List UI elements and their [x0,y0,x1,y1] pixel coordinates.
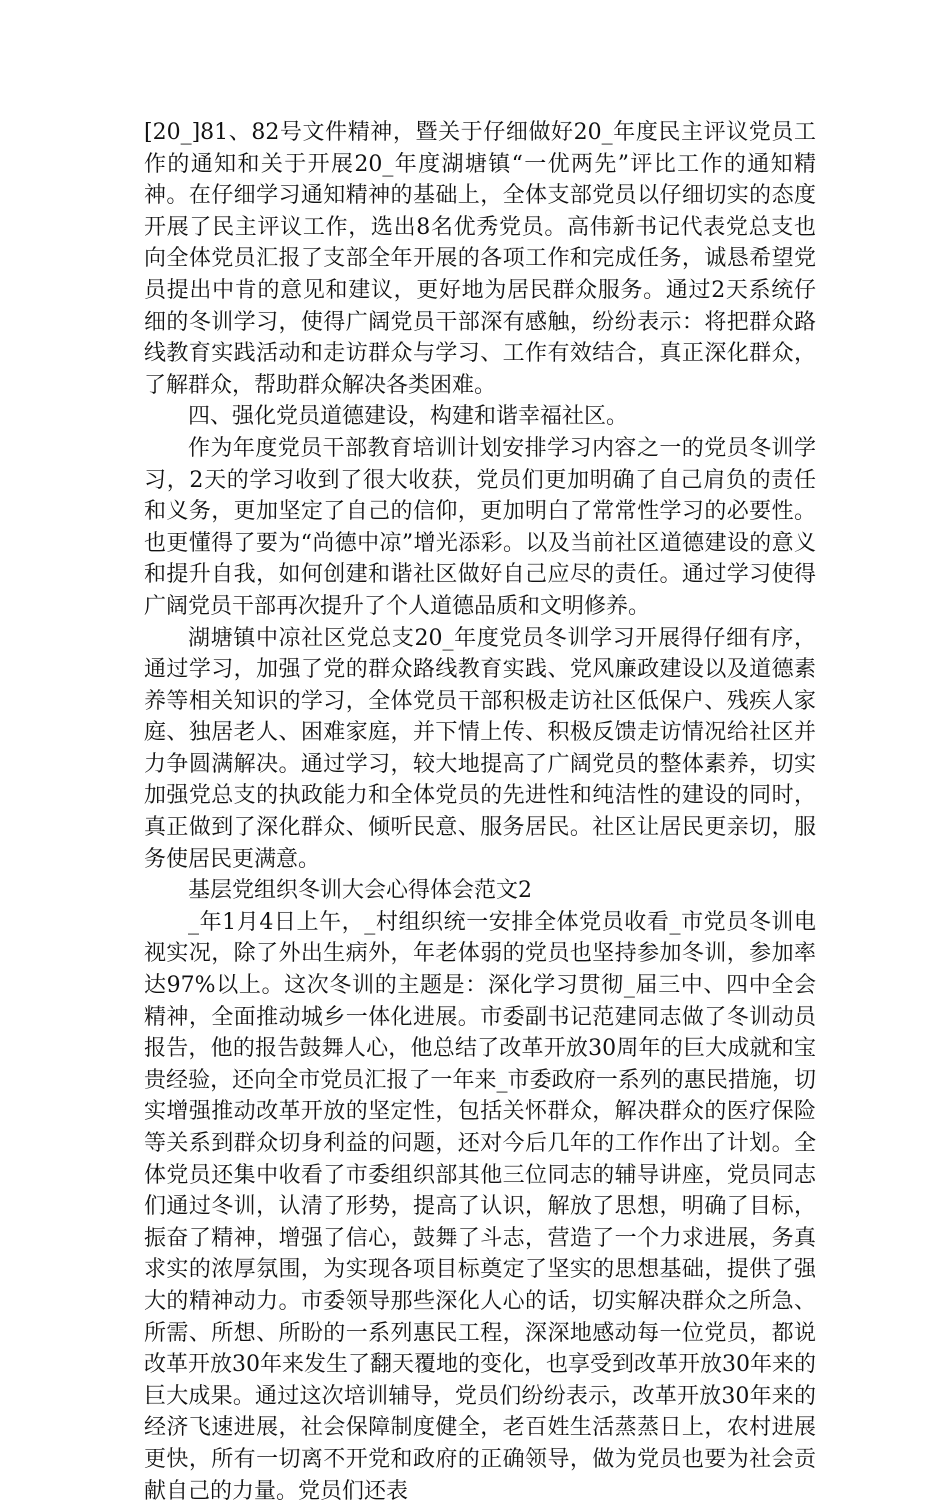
paragraph-continuation: [20_]81、82号文件精神，暨关于仔细做好20_年度民主评议党员工作的通知和关于开展20_年度湖塘镇“一优两先”评比工作的通知精神。在仔细学习通知精神的基础上，全体支部党员以仔细切实的态度开展了民主评议工作，选出8名优秀党员。高伟新书记代表党总支也向全体党员汇报了支部全年开展的各项工作和完成任务，诚恳希望党员提出中肯的意见和建议，更好地为居民群众服务。通过2天系统仔细的冬训学习，使得广阔党员干部深有感触，纷纷表示：将把群众路线教育实践活动和走访群众与学习、工作有效结合，真正深化群众，了解群众，帮助群众解决各类困难。 [144,120,816,398]
document-body [144,117,816,1507]
section-heading-four: 四、强化党员道德建设，构建和谐幸福社区。 [188,404,629,430]
essay-title-2: 基层党组织冬训大会心得体会范文2 [188,878,532,904]
paragraph-winter-training-study: 作为年度党员干部教育培训计划安排学习内容之一的党员冬训学习，2天的学习收到了很大收获，党员们更加明确了自己肩负的责任和义务，更加坚定了自己的信仰，更加明白了常常性学习的必要性。也更懂得了要为“尚德中凉”增光添彩。以及当前社区道德建设的意义和提升自我，如何创建和谐社区做好自己应尽的责任。通过学习使得广阔党员干部再次提升了个人道德品质和文明修养。 [144,435,816,619]
paragraph-village-winter-training: _年1月4日上午，_村组织统一安排全体党员收看_市党员冬训电视实况，除了外出生病外，年老体弱的党员也坚持参加冬训，参加率达97%以上。这次冬训的主题是：深化学习贯彻_届三中、四中全会精神，全面推动城乡一体化进展。市委副书记范建同志做了冬训动员报告，他的报告鼓舞人心，他总结了改革开放30周年的巨大成就和宝贵经验，还向全市党员汇报了一年来_市委政府一系列的惠民措施，切实增强推动改革开放的坚定性，包括关怀群众，解决群众的医疗保险等关系到群众切身利益的问题，还对今后几年的工作作出了计划。全体党员还集中收看了市委组织部其他三位同志的辅导讲座，党员同志们通过冬训，认清了形势，提高了认识，解放了思想，明确了目标，振奋了精神，增强了信心，鼓舞了斗志，营造了一个力求进展，务真求实的浓厚氛围，为实现各项目标奠定了坚实的思想基础，提供了强大的精神动力。市委领导那些深化人心的话，切实解决群众之所急、所需、所想、所盼的一系列惠民工程，深深地感动每一位党员，都说改革开放30年来发生了翻天覆地的变化，也享受到改革开放30年来的巨大成果。通过这次培训辅导，党员们纷纷表示，改革开放30年来的经济飞速进展，社会保障制度健全，老百姓生活蒸蒸日上，农村进展更快，所有一切离不开党和政府的正确领导，做为党员也要为社会贡献自己的力量。党员们还表 [144,909,816,1504]
paragraph-community-summary: 湖塘镇中凉社区党总支20_年度党员冬训学习开展得仔细有序，通过学习，加强了党的群众路线教育实践、党风廉政建设以及道德素养等相关知识的学习，全体党员干部积极走访社区低保户、残疾人家庭、独居老人、困难家庭，并下情上传、积极反馈走访情况给社区并力争圆满解决。通过学习，较大地提高了广阔党员的整体素养，切实加强党总支的执政能力和全体党员的先进性和纯洁性的建设的同时，真正做到了深化群众、倾听民意、服务居民。社区让居民更亲切，服务使居民更满意。 [144,625,816,872]
